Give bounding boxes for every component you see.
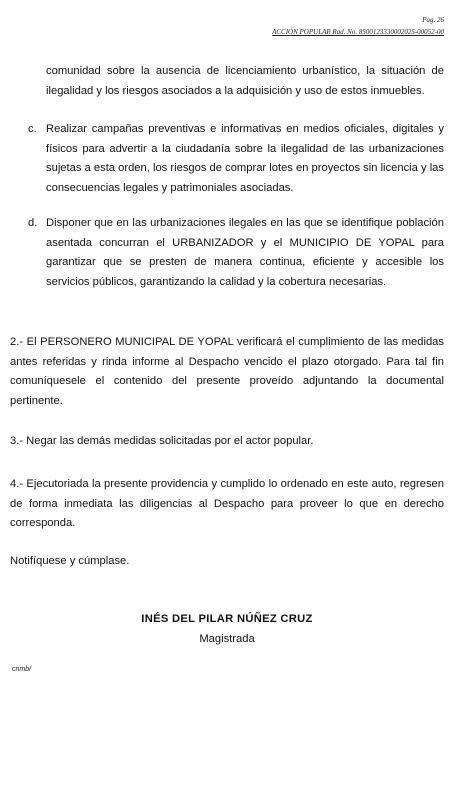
- list-item-d: [28, 214, 444, 292]
- closing-formula: Notifíquese y cúmplase.: [10, 555, 130, 567]
- case-reference: ACCIÓN POPULAR Rad. No. 85001233300020​25-00052-00: [272, 28, 444, 36]
- signatory-name: INÉS DEL PILAR NÚÑEZ CRUZ: [141, 613, 313, 625]
- list-item-c: [28, 120, 444, 198]
- list-item-text: Realizar campañas preventivas e informativas en medios oficiales, digitales y físicos para advertir a la ciudadanía sobre la ilegalidad de las urbanizaciones sujetas a esta orden, los riesgos de comprar lotes en proyectos sin licencia y las consecuencias legales y patrimoniales asociadas.: [46, 123, 444, 194]
- paragraph-2: 2.- El PERSONERO MUNICIPAL DE YOPAL verificará el cumplimiento de las medidas antes referidas y rinda informe al Despacho vencido el plazo otorgado. Para tal fin comuníquesele el contenido del presente proveído adjuntando la documental pertinente.: [10, 336, 444, 407]
- page-number: Pag. 26: [422, 16, 444, 24]
- list-item-text: Disponer que en las urbanizaciones ilegales en las que se identifique población asentada concurran el URBANIZADOR y el MUNICIPIO DE YOPAL para garantizar que se presten de manera continua, eficiente y accesible los servicios públicos, garantizando la calidad y la cobertura necesarias.: [46, 217, 444, 288]
- list-item-letter: c.: [28, 123, 37, 135]
- paragraph-4: 4.- Ejecutoriada la presente providencia y cumplido lo ordenado en este auto, regresen de forma inmediata las diligencias al Despacho para proveer lo que en derecho corresponda.: [10, 478, 444, 529]
- paragraph-3: 3.- Negar las demás medidas solicitadas por el actor popular.: [10, 435, 314, 447]
- signatory-role: Magistrada: [199, 633, 255, 645]
- continuation-text: comunidad sobre la ausencia de licenciamiento urbanístico, la situación de ilegalidad y los riesgos asociados a la adquisición y uso de estos inmuebles.: [46, 65, 444, 97]
- list-item-letter: d.: [28, 217, 38, 229]
- drafter-initials: cnmb/: [12, 666, 32, 673]
